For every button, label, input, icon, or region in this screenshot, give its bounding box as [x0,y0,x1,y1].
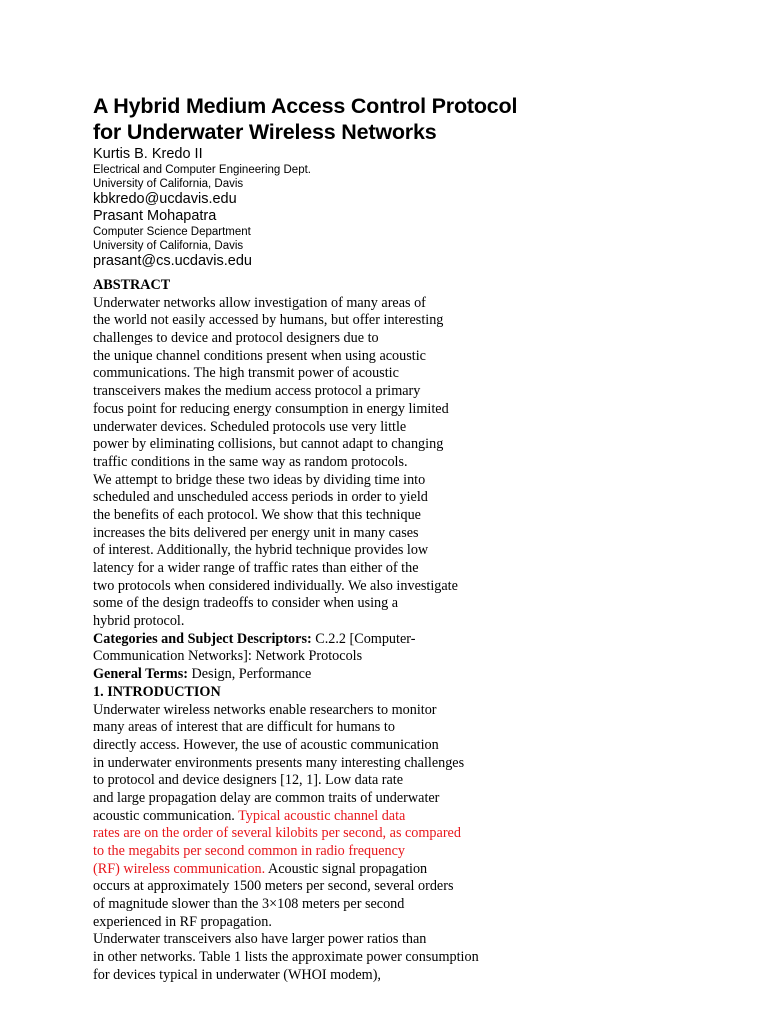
intro-line: directly access. However, the use of acoustic communication [93,736,439,753]
abstract-line: communications. The high transmit power of acoustic [93,365,399,382]
abstract-heading: ABSTRACT [93,277,171,293]
author-university: University of California, Davis [93,240,244,252]
author-name: Prasant Mohapatra [93,208,217,224]
intro-line: Underwater wireless networks enable researchers to monitor [93,701,437,718]
intro-line: and large propagation delay are common traits of underwater [93,789,440,806]
abstract-line: latency for a wider range of traffic rates than either of the [93,560,419,576]
intro-line: Underwater transceivers also have larger power ratios than [93,931,427,948]
abstract-line: underwater devices. Scheduled protocols use very little [93,418,407,435]
author-dept: Computer Science Department [93,226,251,238]
abstract-line: scheduled and unscheduled access periods in order to yield [93,489,428,506]
intro-line: to protocol and device designers [12, 1]. Low data rate [93,772,404,789]
categories-line [93,631,753,649]
abstract-line: the benefits of each protocol. We show that this technique [93,506,421,523]
general-terms-value: Design, Performance [187,666,312,683]
highlighted-line: to the megabits per second common in radio frequency [93,843,406,859]
intro-line-mixed [93,808,753,826]
intro-line: experienced in RF propagation. [93,913,272,930]
introduction-text [93,702,753,985]
categories-line-2: Communication Networks]: Network Protocols [93,648,363,665]
abstract-line: increases the bits delivered per energy unit in many cases [93,524,419,541]
categories-label: Categories and Subject Descriptors: [93,630,312,647]
highlighted-line: rates are on the order of several kilobits per second, as compared [93,825,461,842]
author-email: prasant@cs.ucdavis.edu [93,253,252,269]
general-terms-line [93,666,753,684]
introduction-heading: 1. INTRODUCTION [93,683,221,700]
abstract-line: challenges to device and protocol designers due to [93,330,379,347]
intro-line: of magnitude slower than the 3×108 meters per second [93,896,405,913]
title-line-2: for Underwater Wireless Networks [93,120,437,144]
abstract-text [93,295,753,631]
paper-body [93,277,753,985]
abstract-line: power by eliminating collisions, but cannot adapt to changing [93,436,444,453]
intro-line: for devices typical in underwater (WHOI modem), [93,966,381,983]
author-university: University of California, Davis [93,178,244,190]
abstract-line: two protocols when considered individually. We also investigate [93,577,458,594]
author-name: Kurtis B. Kredo II [93,146,203,162]
abstract-line: of interest. Additionally, the hybrid technique provides low [93,542,429,559]
title-line-1: A Hybrid Medium Access Control Protocol [93,94,518,118]
categories-value: C.2.2 [Computer- [311,630,416,647]
general-terms-label: General Terms: [93,666,188,683]
intro-line: many areas of interest that are difficult for humans to [93,719,395,736]
intro-line-mixed [93,861,753,879]
intro-line: occurs at approximately 1500 meters per second, several orders [93,878,454,895]
abstract-line: the unique channel conditions present when using acoustic [93,347,426,364]
abstract-line: the world not easily accessed by humans, but offer interesting [93,312,444,329]
abstract-line: Underwater networks allow investigation of many areas of [93,294,426,311]
author-dept: Electrical and Computer Engineering Dept. [93,164,311,176]
abstract-line: focus point for reducing energy consumption in energy limited [93,400,449,417]
abstract-line: hybrid protocol. [93,613,185,630]
abstract-line: We attempt to bridge these two ideas by dividing time into [93,471,426,488]
paper-title [93,93,753,145]
intro-plain-text: acoustic communication. [93,807,239,824]
highlighted-text: (RF) wireless communication. [93,860,266,877]
abstract-line: traffic conditions in the same way as random protocols. [93,453,408,470]
abstract-line: transceivers makes the medium access protocol a primary [93,383,421,400]
author-email: kbkredo@ucdavis.edu [93,191,237,207]
author-block [93,146,753,270]
highlighted-text: Typical acoustic channel data [238,807,406,824]
abstract-line: some of the design tradeoffs to consider when using a [93,595,399,612]
intro-line: in other networks. Table 1 lists the approximate power consumption [93,949,479,966]
intro-plain-text: Acoustic signal propagation [265,860,428,877]
intro-line: in underwater environments presents many interesting challenges [93,754,465,771]
